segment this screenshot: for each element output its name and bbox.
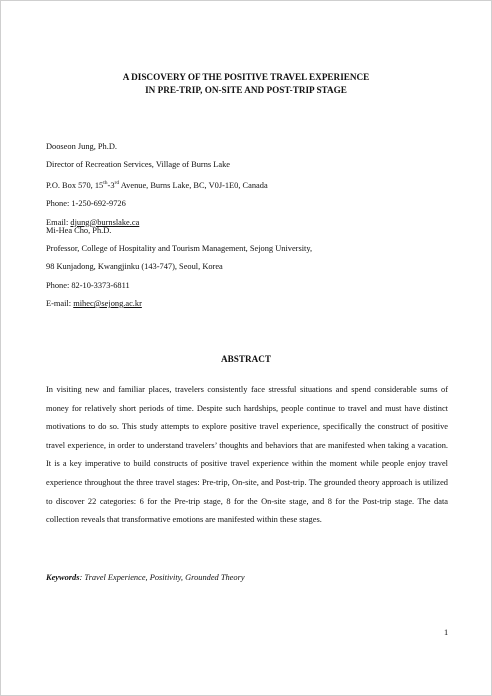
address-superscript: th <box>103 180 108 187</box>
keywords-label: Keywords <box>46 573 80 582</box>
author-2-email-link[interactable]: mihec@sejong.ac.kr <box>73 298 142 308</box>
abstract-heading: ABSTRACT <box>220 354 272 364</box>
page-number: 1 <box>444 628 449 637</box>
paper-title <box>1 71 491 97</box>
keywords-text: : Travel Experience, Positivity, Grounded Theory <box>79 573 245 582</box>
author-1-name: Dooseon Jung, Ph.D. <box>46 142 117 151</box>
author-1-position: Director of Recreation Services, Village of Burns Lake <box>46 160 230 170</box>
address-part: -3 <box>107 181 115 191</box>
author-1-block <box>46 138 268 232</box>
title-line-1: A DISCOVERY OF THE POSITIVE TRAVEL EXPERIENCE <box>122 72 370 82</box>
email-label: E-mail: <box>46 298 74 308</box>
author-2-block <box>46 222 312 313</box>
email-label: Email: <box>46 217 71 227</box>
author-1-address <box>46 174 268 195</box>
author-1-phone: Phone: 1-250-692-9726 <box>46 199 126 209</box>
title-line-2: IN PRE-TRIP, ON-SITE AND POST-TRIP STAGE <box>145 85 347 95</box>
address-part: Avenue, Burns Lake, BC, V0J-1E0, Canada <box>119 181 268 191</box>
address-superscript: rd <box>114 180 120 187</box>
author-1-email-link[interactable]: djung@burnslake.ca <box>70 217 140 227</box>
author-2-position: Professor, College of Hospitality and Tourism Management, Sejong University, <box>46 244 313 254</box>
address-part: P.O. Box 570, 15 <box>46 181 104 191</box>
abstract-body: In visiting new and familiar places, travelers consistently face stressful situations and spend considerable sums of money for relatively short periods of time. Despite such hardships, people continue to travel and must have distinct motivations to do so. This study attempts to explore positive travel experience, specifically the construct of positive travel experience, in order to understand travelers’ thoughts and behaviors that are manifested when taking a vacation. It is a key imperative to build constructs of positive travel experience within the moment while people enjoy travel experience throughout the three travel stages: Pre-trip, On-site, and Post-trip. The grounded theory approach is utilized to discover 22 categories: 6 for the Pre-trip stage, 8 for the On-site stage, and 8 for the Post-trip stage. The data collection reveals that transformative emotions are manifested within these stages. <box>46 385 448 525</box>
author-2-phone: Phone: 82-10-3373-6811 <box>46 280 130 290</box>
author-2-address: 98 Kunjadong, Kwangjinku (143-747), Seoul, Korea <box>46 262 223 272</box>
author-2-email-row <box>46 295 312 313</box>
keywords-line <box>46 573 245 582</box>
author-2-name: Mi-Hea Cho, Ph.D. <box>46 226 112 235</box>
